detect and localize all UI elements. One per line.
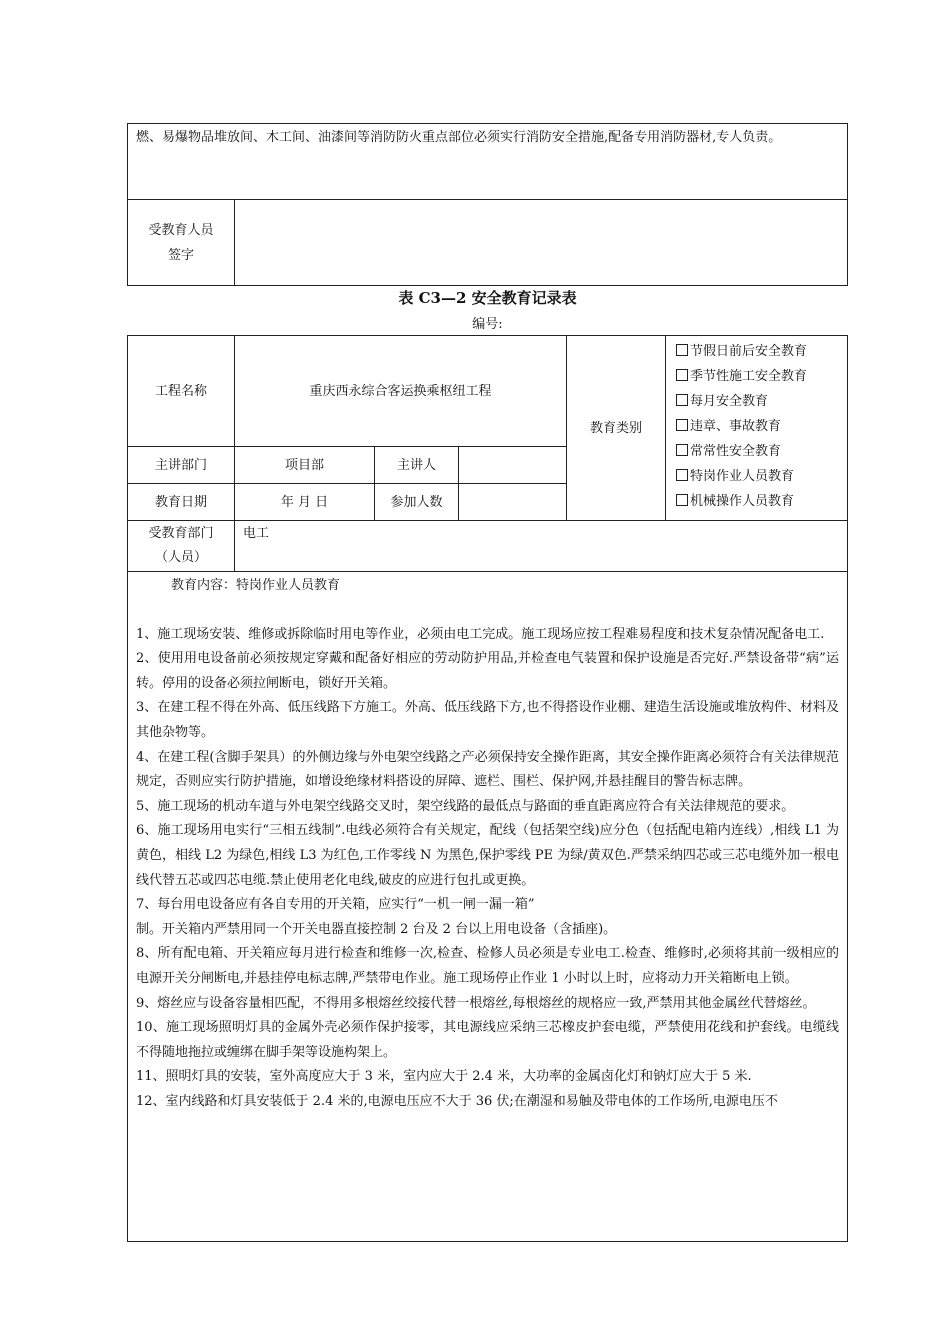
category-option[interactable]: 节假日前后安全教育 <box>676 339 839 364</box>
content-spacer <box>136 599 839 623</box>
education-date-label: 教育日期 <box>128 484 235 521</box>
attendees-label: 参加人数 <box>375 484 459 521</box>
lecturer-label: 主讲人 <box>375 447 459 484</box>
content-item: 6、施工现场用电实行“三相五线制”.电线必须符合有关规定，配线（包括架空线)应分色（包括配电箱内连线）,相线 L1 为黄色，相线 L2 为绿色,相线 L3 为红色,工作零线 N 为黑色,保护零线 PE 为绿/黄双色.严禁采纳四芯或三芯电缆外加一根电线代替五芯或四芯电缆.禁止使用老化电线,破皮的应进行包扎或更换。 <box>136 823 840 888</box>
trainee-dept-value[interactable]: 电工 <box>235 521 848 572</box>
signature-field[interactable] <box>235 200 848 286</box>
checkbox-icon[interactable] <box>676 344 688 356</box>
checkbox-icon[interactable] <box>676 394 688 406</box>
safety-education-record-table <box>127 335 848 1242</box>
project-name-label: 工程名称 <box>128 336 235 447</box>
lecture-dept-value[interactable]: 项目部 <box>235 447 375 484</box>
form-title: 表 C3—2 安全教育记录表 <box>398 289 577 307</box>
checkbox-icon[interactable] <box>676 419 688 431</box>
project-name-value[interactable]: 重庆西永综合客运换乘枢纽工程 <box>235 336 567 447</box>
checkbox-icon[interactable] <box>676 494 688 506</box>
content-item: 9、熔丝应与设备容量相匹配，不得用多根熔丝绞接代替一根熔丝,每根熔丝的规格应一致,严禁用其他金属丝代替熔丝。 <box>136 995 816 1011</box>
lecturer-value[interactable] <box>459 447 567 484</box>
category-option[interactable]: 常常性安全教育 <box>676 439 839 464</box>
checkbox-icon[interactable] <box>676 469 688 481</box>
content-item: 3、在建工程不得在外高、低压线路下方施工。外高、低压线路下方,也不得搭设作业棚、建造生活设施或堆放构件、材料及其他杂物等。 <box>136 700 840 740</box>
continued-content-text: 燃、易爆物品堆放间、木工间、油漆间等消防防火重点部位必须实行消防安全措施,配备专用消防器材,专人负责。 <box>128 124 848 200</box>
content-heading: 教育内容：特岗作业人员教育 <box>171 578 341 593</box>
content-item: 10、施工现场照明灯具的金属外壳必须作保护接零，其电源线应采纳三芯橡皮护套电缆，严禁使用花线和护套线。电缆线不得随地拖拉或缠绑在脚手架等设施构架上。 <box>136 1020 840 1060</box>
content-item: 5、施工现场的机动车道与外电架空线路交叉时，架空线路的最低点与路面的垂直距离应符合有关法律规范的要求。 <box>136 798 795 814</box>
category-option[interactable]: 违章、事故教育 <box>676 414 839 439</box>
previous-record-table <box>127 123 848 286</box>
lecture-dept-label: 主讲部门 <box>128 447 235 484</box>
category-option[interactable]: 机械操作人员教育 <box>676 489 839 514</box>
content-item: 制。开关箱内严禁用同一个开关电器直接控制 2 台及 2 台以上用电设备（含插座)。 <box>136 921 617 937</box>
checkbox-icon[interactable] <box>676 444 688 456</box>
checkbox-icon[interactable] <box>676 369 688 381</box>
content-item: 2、使用用电设备前必须按规定穿戴和配备好相应的劳动防护用品,并检查电气装置和保护设施是否完好.严禁设备带“病”运转。停用的设备必须拉闸断电，锁好开关箱。 <box>136 651 840 691</box>
education-date-value[interactable]: 年 月 日 <box>235 484 375 521</box>
serial-number-label: 编号: <box>472 317 503 332</box>
category-option[interactable]: 季节性施工安全教育 <box>676 364 839 389</box>
education-category-label: 教育类别 <box>567 336 666 521</box>
signature-label <box>128 200 235 286</box>
content-item: 11、照明灯具的安装，室外高度应大于 3 米，室内应大于 2.4 米，大功率的金属卤化灯和钠灯应大于 5 米. <box>136 1069 752 1085</box>
category-option[interactable]: 特岗作业人员教育 <box>676 464 839 489</box>
content-item: 1、施工现场安装、维修或拆除临时用电等作业，必须由电工完成。施工现场应按工程难易程度和技术复杂情况配备电工. <box>136 626 825 642</box>
content-item: 4、在建工程(含脚手架具）的外侧边缘与外电架空线路之产必须保持安全操作距离，其安全操作距离必须符合有关法律规范规定，否则应实行防护措施，如增设绝缘材料搭设的屏障、遮栏、围栏、保护网,并悬挂醒目的警告标志牌。 <box>136 749 840 790</box>
content-item: 7、每台用电设备应有各自专用的开关箱，应实行“一机一闸一漏一箱” <box>136 897 535 913</box>
attendees-value[interactable] <box>459 484 567 521</box>
signature-label-text: 受教育人员签字 <box>148 222 214 263</box>
education-content <box>128 572 848 1242</box>
education-category-options <box>666 336 848 521</box>
trainee-dept-label-text: 受教育部门（人员） <box>148 526 214 565</box>
content-item: 12、室内线路和灯具安装低于 2.4 米的,电源电压应不大于 36 伏;在潮湿和易触及带电体的工作场所,电源电压不 <box>136 1093 778 1109</box>
category-checklist <box>676 339 839 514</box>
category-option[interactable]: 每月安全教育 <box>676 389 839 414</box>
content-item: 8、所有配电箱、开关箱应每月进行检查和维修一次,检查、检修人员必须是专业电工.检查、维修时,必须将其前一级相应的电源开关分闸断电,并悬挂停电标志牌,严禁带电作业。施工现场停止作业 1 小时以上时，应将动力开关箱断电上锁。 <box>136 946 840 986</box>
trainee-dept-label <box>128 521 235 572</box>
